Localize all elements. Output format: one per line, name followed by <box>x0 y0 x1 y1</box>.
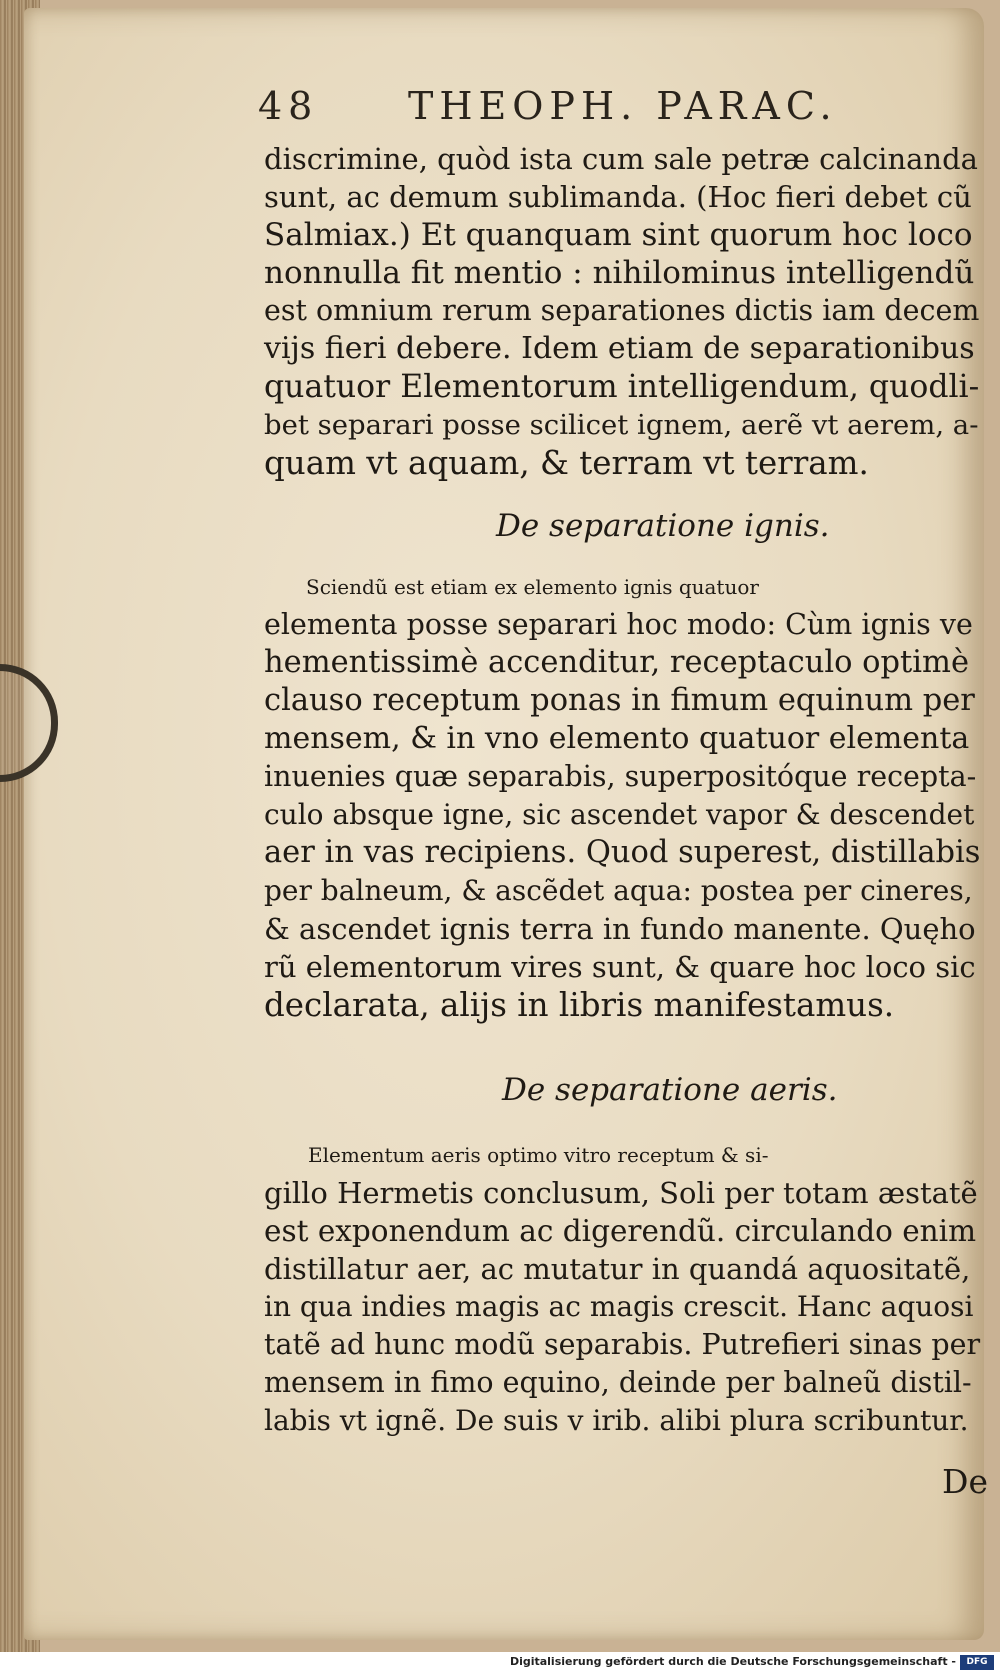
text-line: per balneum, & ascẽdet aqua: postea per cineres, <box>264 874 973 907</box>
text-line: est omnium rerum separationes dictis iam decem <box>264 294 980 327</box>
dfg-logo-icon: DFG <box>960 1655 994 1670</box>
text-line: declarata, alijs in libris manifestamus. <box>264 986 895 1024</box>
text-line: mensem in fimo equino, deinde per balneũ distil- <box>264 1366 972 1399</box>
text-line: tatẽ ad hunc modũ separabis. Putrefieri sinas per <box>264 1328 981 1361</box>
running-title: THEOPH. PARAC. <box>408 84 838 128</box>
text-line: vijs fieri debere. Idem etiam de separationibus <box>264 331 975 366</box>
section-heading: De separatione aeris. <box>502 1072 838 1108</box>
text-line: & ascendet ignis terra in fundo manente. Quęho <box>264 912 976 946</box>
text-line: Salmiax.) Et quanquam sint quorum hoc loco <box>264 217 973 253</box>
text-line: in qua indies magis ac magis crescit. Hanc aquosi <box>264 1290 974 1323</box>
text-line: aer in vas recipiens. Quod superest, distillabis <box>264 835 981 870</box>
text-line: inuenies quæ separabis, superpositóque recepta- <box>264 760 977 793</box>
text-line: distillatur aer, ac mutatur in quandá aquositatẽ, <box>264 1252 971 1286</box>
running-head <box>258 84 878 132</box>
text-line: bet separari posse scilicet ignem, aerẽ vt aerem, a- <box>264 409 979 441</box>
text-line: quatuor Elementorum intelligendum, quodli- <box>264 369 980 405</box>
text-line: labis vt ignẽ. De suis v irib. alibi plura scribuntur. <box>264 1404 969 1437</box>
text-line: quam vt aquam, & terram vt terram. <box>264 444 869 482</box>
text-line: nonnulla fit mentio : nihilominus intelligendũ <box>264 255 975 291</box>
text-line: culo absque igne, sic ascendet vapor & descendet <box>264 798 975 831</box>
text-line: est exponendum ac digerendũ. circulando enim <box>264 1214 977 1248</box>
section-heading: De separatione ignis. <box>496 508 830 544</box>
catchword: De <box>942 1462 988 1501</box>
text-line: Sciendũ est etiam ex elemento ignis quatuor <box>306 575 759 599</box>
text-line: hementissimè accenditur, receptaculo optimè <box>264 645 970 680</box>
digitization-footer <box>0 1652 1000 1674</box>
text-line: clauso receptum ponas in fimum equinum per <box>264 683 975 718</box>
text-line: Elementum aeris optimo vitro receptum & si- <box>308 1143 769 1167</box>
text-line: rũ elementorum vires sunt, & quare hoc loco sic <box>264 950 976 984</box>
page-number: 48 <box>258 84 319 128</box>
funding-credit: Digitalisierung gefördert durch die Deutsche Forschungsgemeinschaft - <box>509 1655 956 1668</box>
text-line: gillo Hermetis conclusum, Soli per totam æstatẽ <box>264 1176 978 1210</box>
text-line: mensem, & in vno elemento quatuor elementa <box>264 721 970 756</box>
text-line: sunt, ac demum sublimanda. (Hoc fieri debet cũ <box>264 180 972 214</box>
text-line: discrimine, quòd ista cum sale petræ calcinanda <box>264 142 978 176</box>
text-line: elementa posse separari hoc modo: Cùm ignis ve <box>264 608 973 641</box>
